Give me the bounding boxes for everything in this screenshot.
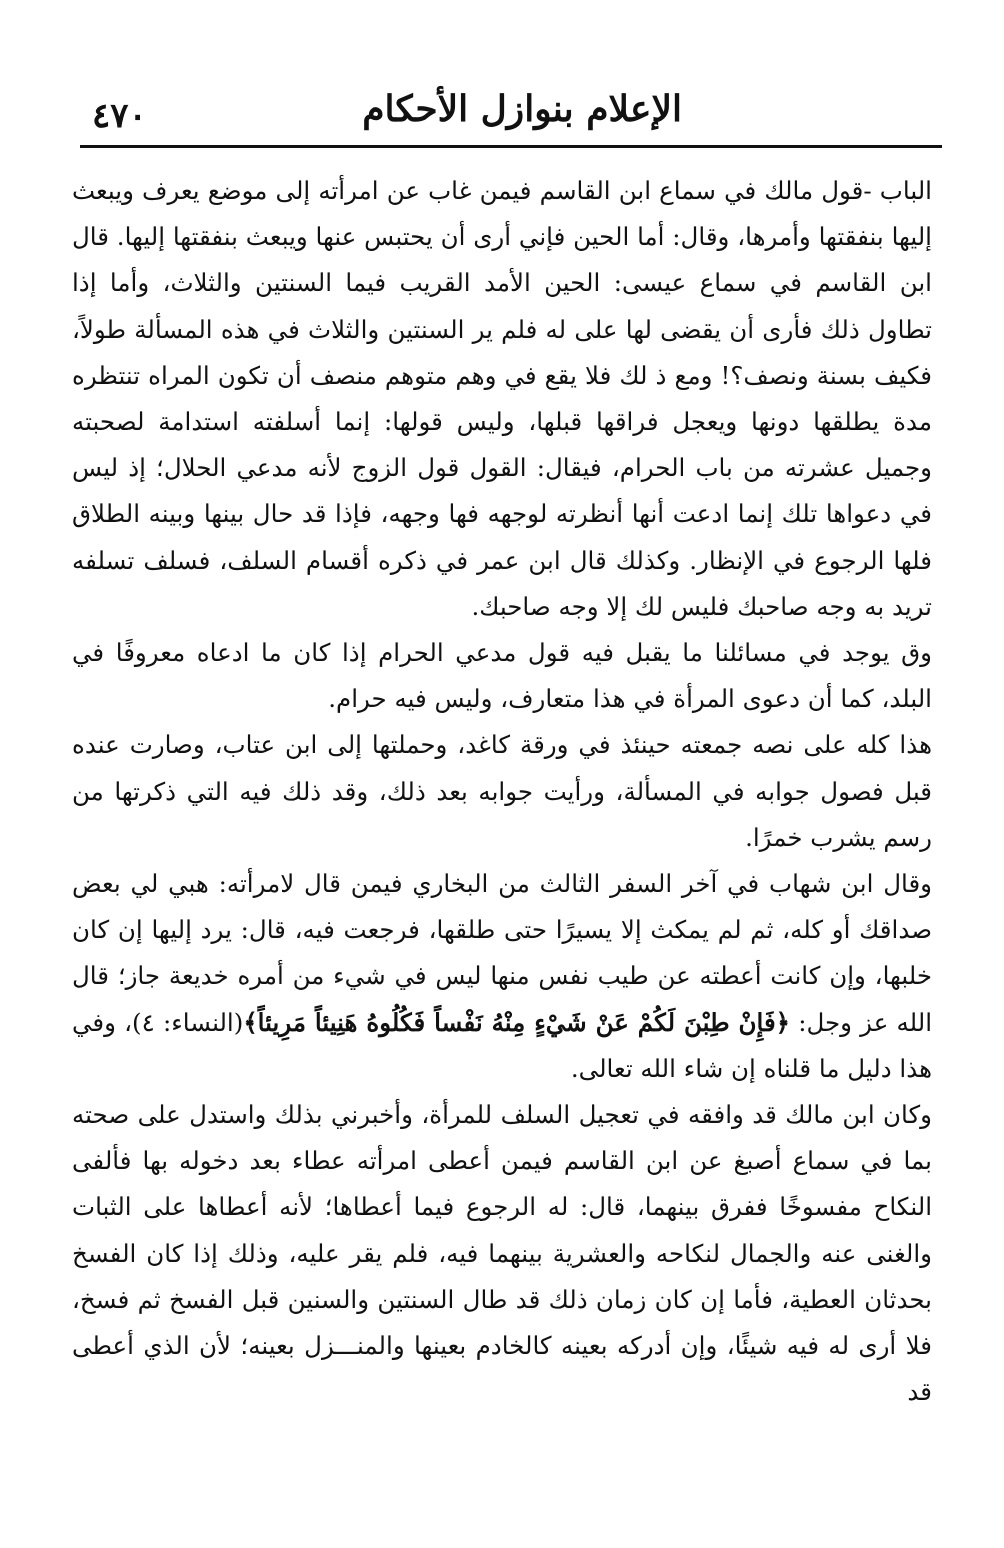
text-line: النكاح مفسوخًا ففرق بينهما، قال: له الرجوع فيما أعطاها؛ لأنه أعطاها على الثبات: [72, 1192, 932, 1222]
text-line: ذلك فأرى أن يقضى لها على له فلم ير السنتين والثلاث في هذه المسألة طولاً، فكيف: [72, 314, 932, 390]
text-line: الباب -قول مالك في سماع ابن القاسم فيمن غاب عن امرأته إلى موضع يعرف ويبعث: [72, 176, 932, 205]
paragraph: [72, 1092, 932, 1415]
text-line: وكان ابن مالك قد وافقه في تعجيل السلف للمرأة، وأخبرني بذلك واستدل على: [137, 1100, 932, 1130]
text-line: أرى له فيه شيئًا، وإن أدركه بعينه كالخادم بعينها والمنـــزل بعينه؛ لأن الذي أعطى قد: [72, 1331, 932, 1407]
text-line: ادعت أنها أنظرته لوجهه فها وجهه، فإذا قد حال بينها وبينه الطلاق فلها الرجوع في: [72, 499, 932, 575]
body-text: [72, 168, 932, 1415]
paragraph: [72, 722, 932, 861]
quran-citation: (النساء: ٤)، وفي: [72, 1007, 244, 1037]
quran-line-intro: قال الله عز وجل:: [72, 961, 933, 1037]
text-line: وق يوجد في مسائلنا ما يقبل فيه قول مدعي الحرام إذا كان ما ادعاه معروفًا في: [72, 638, 932, 668]
text-line: وقال ابن شهاب في آخر السفر الثالث من البخاري فيمن قال لامرأته: هبي لي: [130, 869, 933, 899]
paragraph: [72, 861, 932, 1092]
text-line: كان خلبها، وإن كانت أعطته عن طيب نفس منها ليس في شيء من أمره خديعة جاز؛: [72, 915, 932, 991]
text-line: رسم يشرب خمرًا.: [745, 822, 932, 852]
text-line: البلد، كما أن دعوى المرأة في هذا متعارف، وليس فيه حرام.: [328, 684, 932, 714]
text-line: والغنى عنه والجمال لنكاحه والعشرية بينهما فيه، فلم يقر عليه، وذلك إذا كان الفسخ: [72, 1238, 932, 1268]
header-rule: [80, 145, 942, 148]
text-line: بسنة ونصف؟! ومع ذ لك فلا يقع في وهم متوهم منصف أن تكون المراه تنتظره مدة: [72, 360, 932, 437]
text-line: الإنظار. وكذلك قال ابن عمر في ذكره أقسام السلف، فسلف تسلفه تريد به وجه: [72, 545, 932, 621]
text-line: صاحبك فليس لك إلا وجه صاحبك.: [471, 591, 809, 621]
paragraph: [72, 630, 932, 722]
text-line: بحدثان العطية، فأما إن كان زمان ذلك قد طال السنتين والسنين قبل الفسخ ثم فسخ، فلا: [72, 1284, 932, 1361]
running-title: الإعلام بنوازل الأحكام: [362, 88, 682, 130]
text-line: إليها بنفقتها وأمرها، وقال: أما الحين فإني أرى أن يحتبس عنها ويبعث بنفقتها إليها. قال: [72, 222, 932, 252]
text-line: ابن القاسم في سماع عيسى: الحين الأمد القريب فيما السنتين والثلاث، وأما إذا تطاول: [72, 268, 932, 344]
text-line: عنده قبل فصول جوابه في المسألة، ورأيت جوابه بعد ذلك، وقد ذلك فيه التي ذكرتها من: [72, 730, 932, 806]
text-line: من باب الحرام، فيقال: القول قول الزوج لأنه مدعي الحلال؛ إذ ليس في دعواها تلك إنما: [72, 453, 932, 529]
text-line: هذا كله على نصه جمعته حينئذ في ورقة كاغد، وحملتها إلى ابن عتاب، وصارت: [129, 730, 932, 760]
page-header: [80, 80, 942, 148]
text-line: هذا دليل ما قلناه إن شاء الله تعالى.: [570, 1053, 932, 1083]
paragraph: [72, 168, 932, 630]
page-number: ٤٧٠: [92, 96, 147, 136]
text-line: يطلقها دونها ويعجل فراقها قبلها، وليس قولها: إنما أسلفته استدامة لصحبته وجميل عشرته: [72, 407, 932, 483]
text-line: بعض صداقك أو كله، ثم لم يمكث إلا يسيرًا حتى طلقها، فرجعت فيه، قال: يرد إليها إن: [72, 869, 932, 945]
quran-verse: ﴿فَإِنْ طِبْنَ لَكُمْ عَنْ شَيْءٍ مِنْهُ نَفْساً فَكُلُوهُ هَنِيئاً مَرِيئاً﴾: [243, 1007, 791, 1037]
text-line: صحته بما في سماع أصبغ عن ابن القاسم فيمن أعطى امرأته عطاء بعد دخوله بها فألفى: [72, 1100, 932, 1176]
